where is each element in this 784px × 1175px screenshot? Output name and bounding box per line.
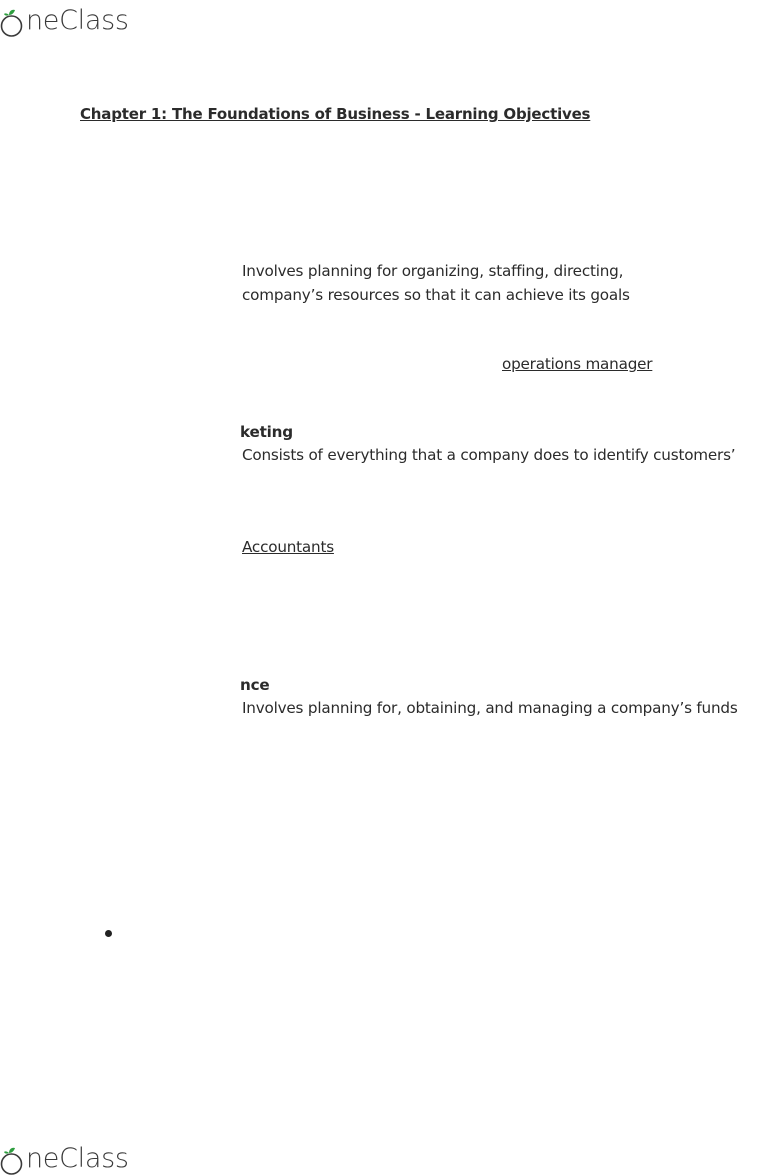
oneclass-logo-footer: [0, 1138, 129, 1172]
marketing-definition-line-1: Consists of everything that a company does to identify customers’: [242, 446, 736, 464]
finance-definition-line-1: Involves planning for, obtaining, and managing a company’s funds: [242, 699, 738, 717]
logo-o-leaf-icon: [0, 9, 25, 34]
finance-heading: nce: [240, 676, 270, 694]
bullet-point: [105, 930, 112, 937]
oneclass-logo: [0, 0, 129, 34]
logo-text: neClass: [26, 5, 129, 36]
operations-manager-term: operations manager: [502, 355, 653, 373]
document-title: Chapter 1: The Foundations of Business - Learning Objectives: [80, 105, 591, 123]
management-definition-line-1: Involves planning for organizing, staffing, directing,: [242, 262, 624, 280]
logo-text: neClass: [26, 1143, 129, 1174]
logo-o-leaf-icon: [0, 1147, 25, 1172]
accountants-term: Accountants: [242, 538, 334, 556]
management-definition-line-2: company’s resources so that it can achieve its goals: [242, 286, 630, 304]
marketing-heading: keting: [240, 423, 293, 441]
